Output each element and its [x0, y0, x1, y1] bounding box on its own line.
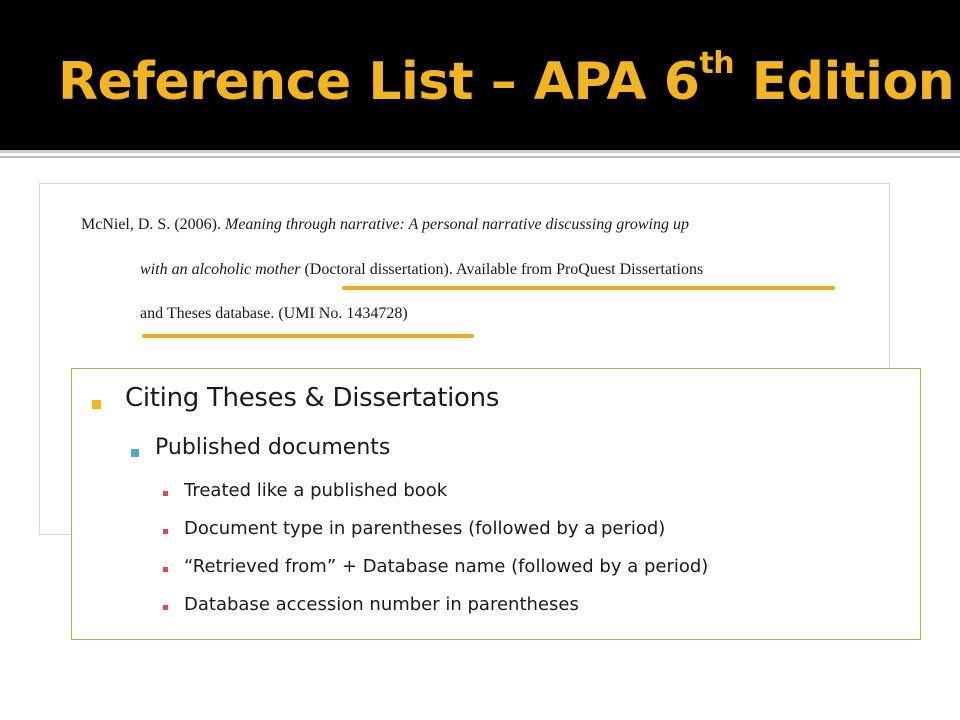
title-superscript: th — [699, 45, 735, 81]
bullet-level3-item: Document type in parentheses (followed by a period) — [184, 518, 666, 539]
reference-title-part-1: Meaning through narrative: A personal narrative discussing growing up — [224, 216, 689, 233]
square-bullet-icon — [92, 400, 101, 409]
bullet-level3-item: Treated like a published book — [184, 480, 448, 501]
title-divider — [0, 150, 960, 153]
title-tail: Edition — [734, 52, 955, 112]
tiny-square-bullet-icon — [163, 491, 168, 496]
reference-database-accession: and Theses database. (UMI No. 1434728) — [140, 305, 408, 322]
tiny-square-bullet-icon — [163, 567, 168, 572]
bullet-level3-item: “Retrieved from” + Database name (followed by a period) — [184, 556, 709, 577]
bullet-level3-item: Database accession number in parentheses — [184, 594, 579, 615]
title-main: Reference List – APA 6 — [58, 52, 700, 112]
title-bar — [0, 0, 960, 150]
small-square-bullet-icon — [131, 449, 139, 457]
bullet-level2-published-documents: Published documents — [155, 435, 391, 460]
reference-author-date: McNiel, D. S. (2006). — [81, 216, 225, 233]
bullet-panel — [71, 368, 921, 640]
slide-title — [58, 46, 954, 118]
reference-title-part-2: with an alcoholic mother — [140, 261, 305, 278]
title-divider-secondary — [0, 156, 960, 158]
highlight-underline-1 — [342, 286, 835, 290]
tiny-square-bullet-icon — [163, 529, 168, 534]
reference-line-1 — [81, 215, 689, 235]
reference-document-type: (Doctoral dissertation). Available from ProQuest Dissertations — [304, 261, 704, 278]
tiny-square-bullet-icon — [163, 605, 168, 610]
reference-line-2 — [140, 260, 703, 280]
highlight-underline-2 — [142, 334, 474, 338]
reference-line-3 — [140, 304, 408, 324]
bullet-level1-citing-theses: Citing Theses & Dissertations — [125, 383, 500, 413]
